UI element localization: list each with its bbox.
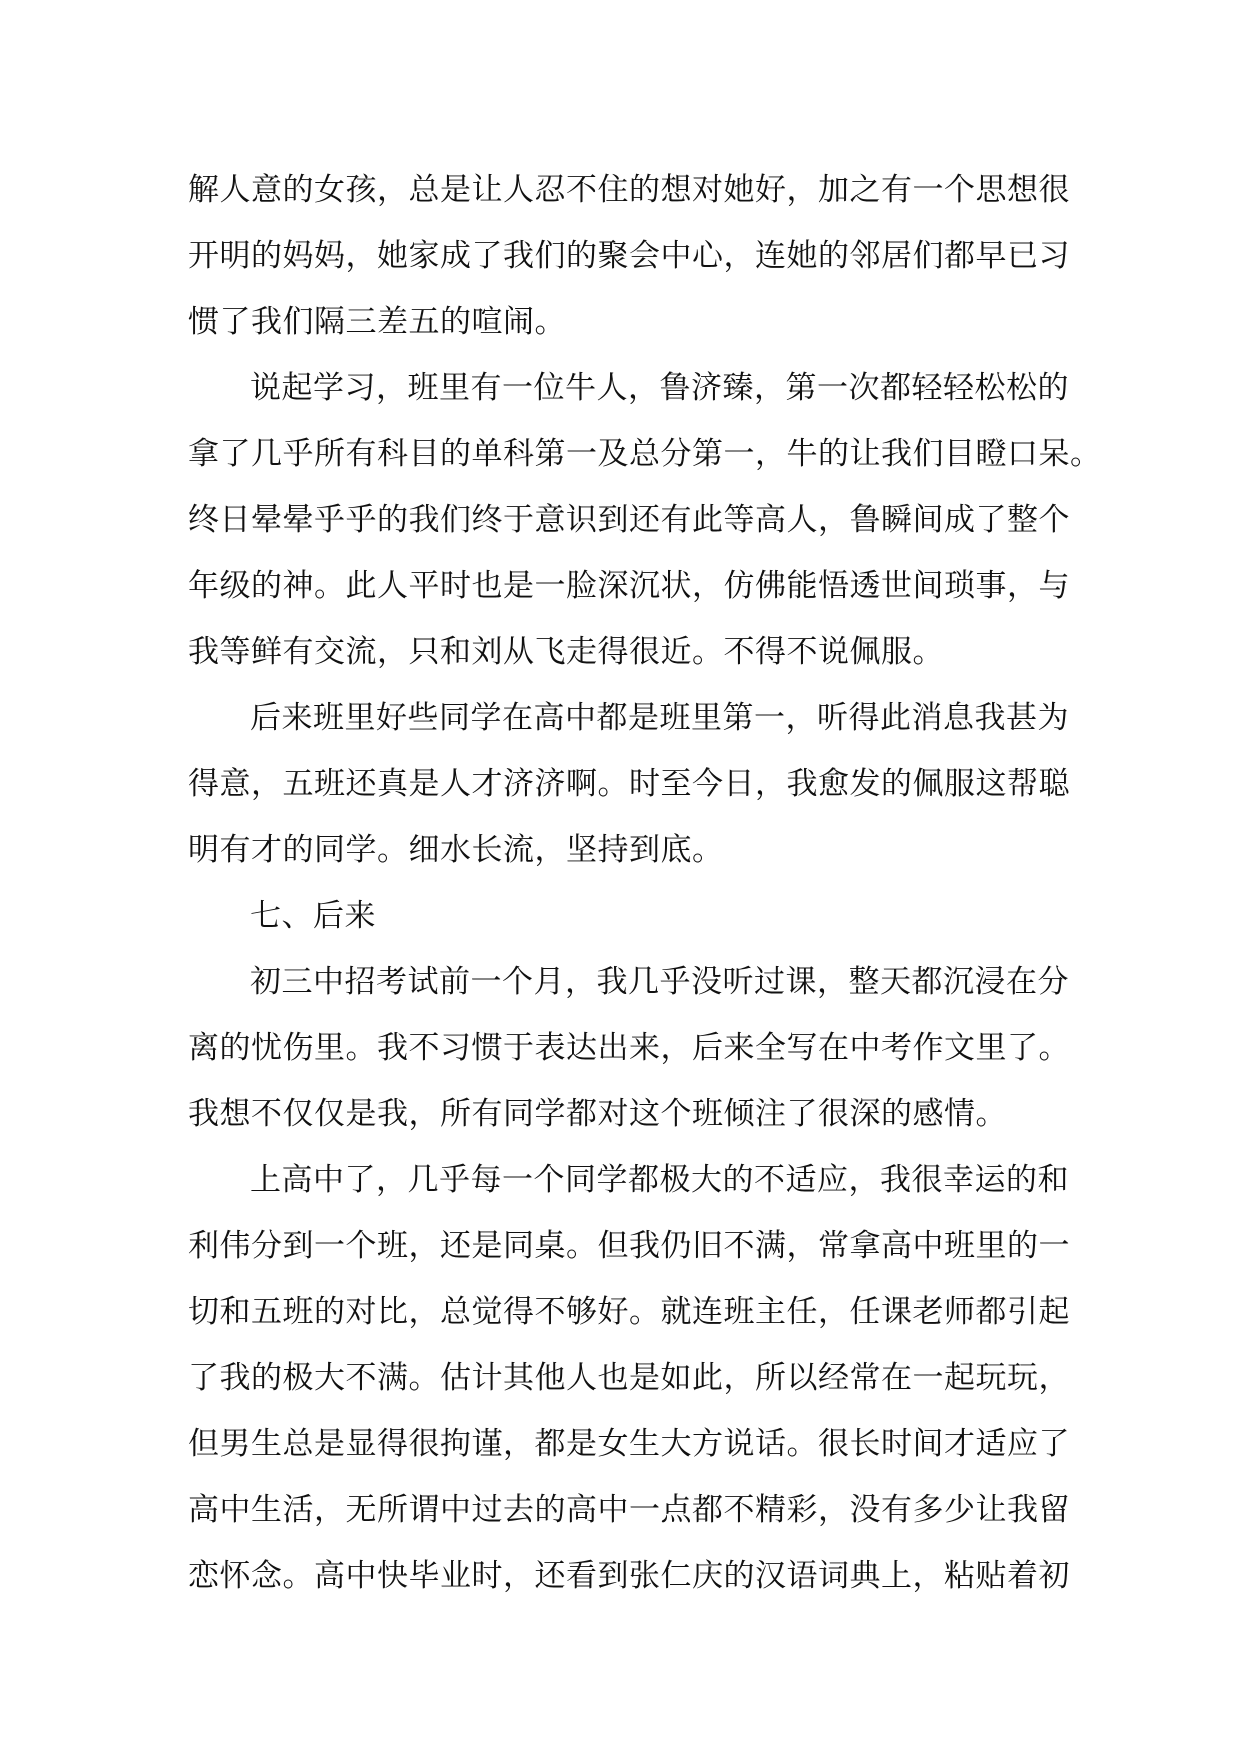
text-line: 了我的极大不满。估计其他人也是如此，所以经常在一起玩玩， xyxy=(188,1360,1070,1396)
text-line: 高中生活，无所谓中过去的高中一点都不精彩，没有多少让我留 xyxy=(188,1492,1070,1528)
text-line: 明有才的同学。细水长流，坚持到底。 xyxy=(188,832,724,868)
section-heading: 七、后来 xyxy=(250,898,376,934)
text-line: 切和五班的对比，总觉得不够好。就连班主任，任课老师都引起 xyxy=(188,1294,1070,1330)
text-line: 开明的妈妈，她家成了我们的聚会中心，连她的邻居们都早已习 xyxy=(188,238,1070,274)
text-line: 后来班里好些同学在高中都是班里第一，听得此消息我甚为 xyxy=(250,700,1069,736)
text-line: 初三中招考试前一个月，我几乎没听过课，整天都沉浸在分 xyxy=(250,964,1069,1000)
body-text xyxy=(188,157,1102,1609)
text-line: 但男生总是显得很拘谨，都是女生大方说话。很长时间才适应了 xyxy=(188,1426,1070,1462)
text-line: 利伟分到一个班，还是同桌。但我仍旧不满，常拿高中班里的一 xyxy=(188,1228,1070,1264)
text-line: 拿了几乎所有科目的单科第一及总分第一，牛的让我们目瞪口呆。 xyxy=(188,436,1102,472)
text-line: 终日晕晕乎乎的我们终于意识到还有此等高人，鲁瞬间成了整个 xyxy=(188,502,1070,538)
text-line: 我想不仅仅是我，所有同学都对这个班倾注了很深的感情。 xyxy=(188,1096,1007,1132)
text-line: 恋怀念。高中快毕业时，还看到张仁庆的汉语词典上，粘贴着初 xyxy=(188,1558,1070,1594)
text-line: 年级的神。此人平时也是一脸深沉状，仿佛能悟透世间琐事，与 xyxy=(188,568,1070,604)
text-line: 我等鲜有交流，只和刘从飞走得很近。不得不说佩服。 xyxy=(188,634,944,670)
text-line: 上高中了，几乎每一个同学都极大的不适应，我很幸运的和 xyxy=(250,1162,1069,1198)
text-line: 离的忧伤里。我不习惯于表达出来，后来全写在中考作文里了。 xyxy=(188,1030,1070,1066)
text-line: 得意，五班还真是人才济济啊。时至今日，我愈发的佩服这帮聪 xyxy=(188,766,1070,802)
text-line: 惯了我们隔三差五的喧闹。 xyxy=(188,304,566,340)
text-line: 说起学习，班里有一位牛人，鲁济臻，第一次都轻轻松松的 xyxy=(250,370,1069,406)
text-line: 解人意的女孩，总是让人忍不住的想对她好，加之有一个思想很 xyxy=(188,172,1070,208)
